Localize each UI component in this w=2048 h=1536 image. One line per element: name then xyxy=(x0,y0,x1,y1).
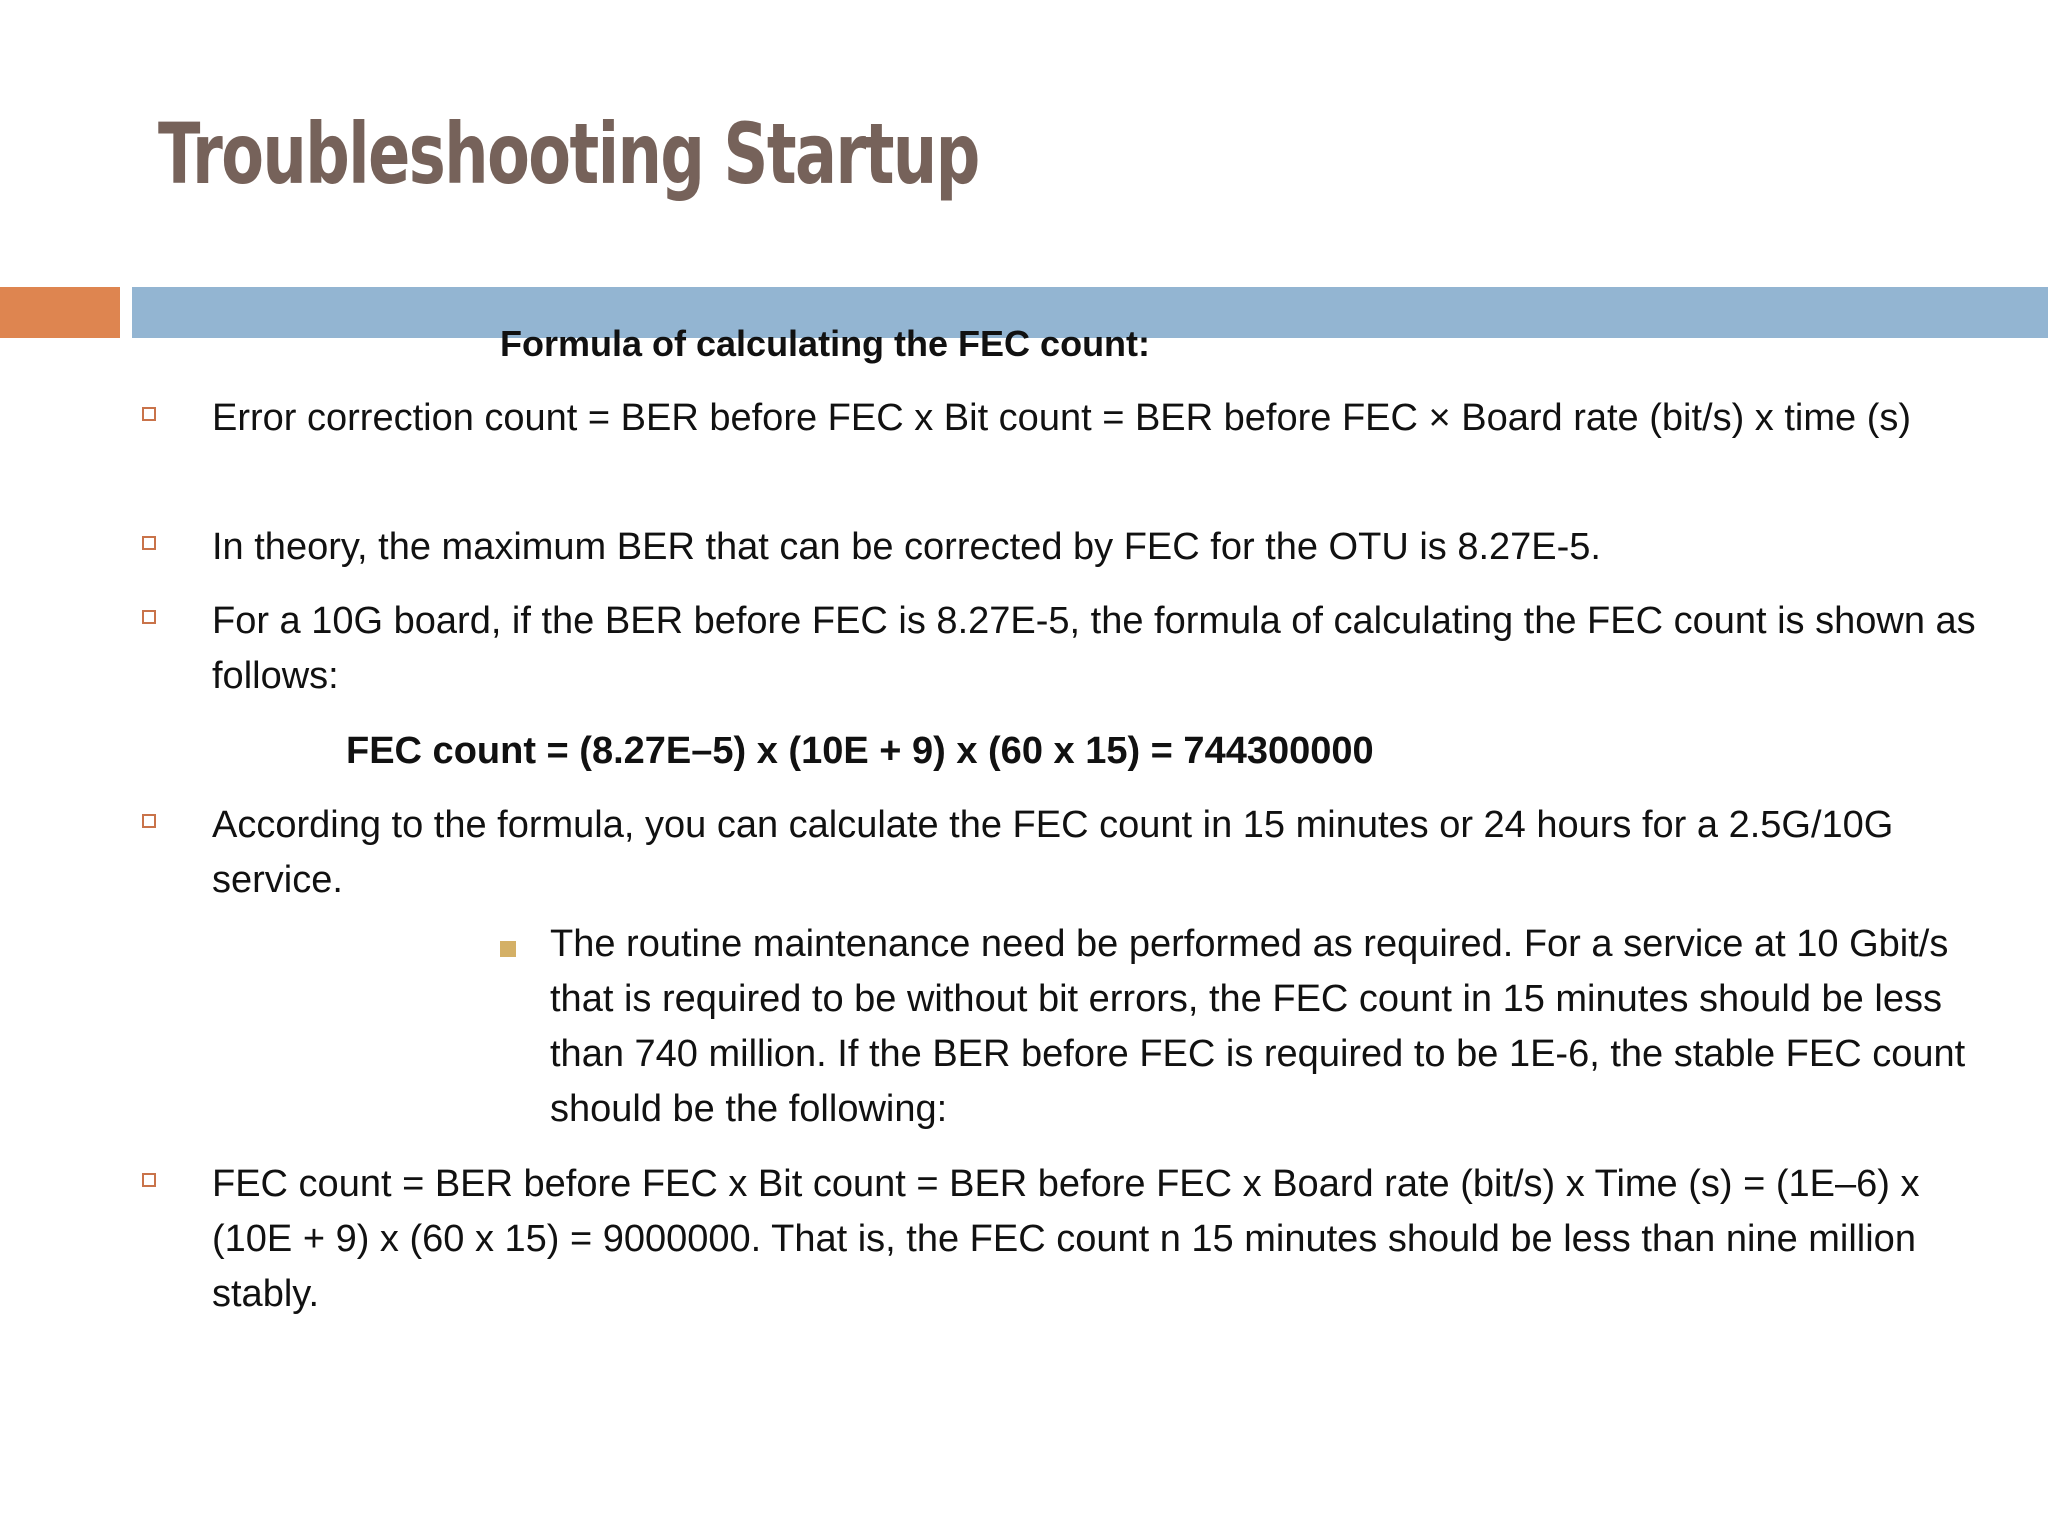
slide-title: Troubleshooting Startup xyxy=(158,105,979,203)
sub-bullet-text: The routine maintenance need be performed as required. For a service at 10 Gbit/s that is required to be without bit errors, the FEC count in 15 minutes should be less than 740 million. If the BER before FEC is required to be 1E-6, the stable FEC count should be the following: xyxy=(550,923,1966,1130)
filled-square-bullet-icon xyxy=(500,941,516,957)
bullet-text: According to the formula, you can calculate the FEC count in 15 minutes or 24 hours for a 2.5G/10G service. xyxy=(212,804,1894,901)
bullet-text: In theory, the maximum BER that can be corrected by FEC for the OTU is 8.27E-5. xyxy=(212,526,1601,568)
bullet-text: FEC count = BER before FEC x Bit count = BER before FEC x Board rate (bit/s) x Time (s) = (1E–6) x (10E + 9) x (60 x 15) = 9000000. That is, the FEC count n 15 minutes should be less than nine million stably. xyxy=(212,1163,1920,1315)
section-heading: Formula of calculating the FEC count: xyxy=(500,323,1151,364)
bullet-text: For a 10G board, if the BER before FEC is 8.27E-5, the formula of calculating the FEC count is shown as follows: xyxy=(212,600,1976,697)
accent-bar-orange xyxy=(0,287,120,338)
hollow-square-bullet-icon xyxy=(142,610,156,624)
hollow-square-bullet-icon xyxy=(142,814,156,828)
fec-formula: FEC count = (8.27E–5) x (10E + 9) x (60 x 15) = 744300000 xyxy=(346,730,1374,772)
bullet-text: Error correction count = BER before FEC x Bit count = BER before FEC × Board rate (bit/s) x time (s) xyxy=(212,397,1912,439)
hollow-square-bullet-icon xyxy=(142,1173,156,1187)
hollow-square-bullet-icon xyxy=(142,536,156,550)
hollow-square-bullet-icon xyxy=(142,407,156,421)
